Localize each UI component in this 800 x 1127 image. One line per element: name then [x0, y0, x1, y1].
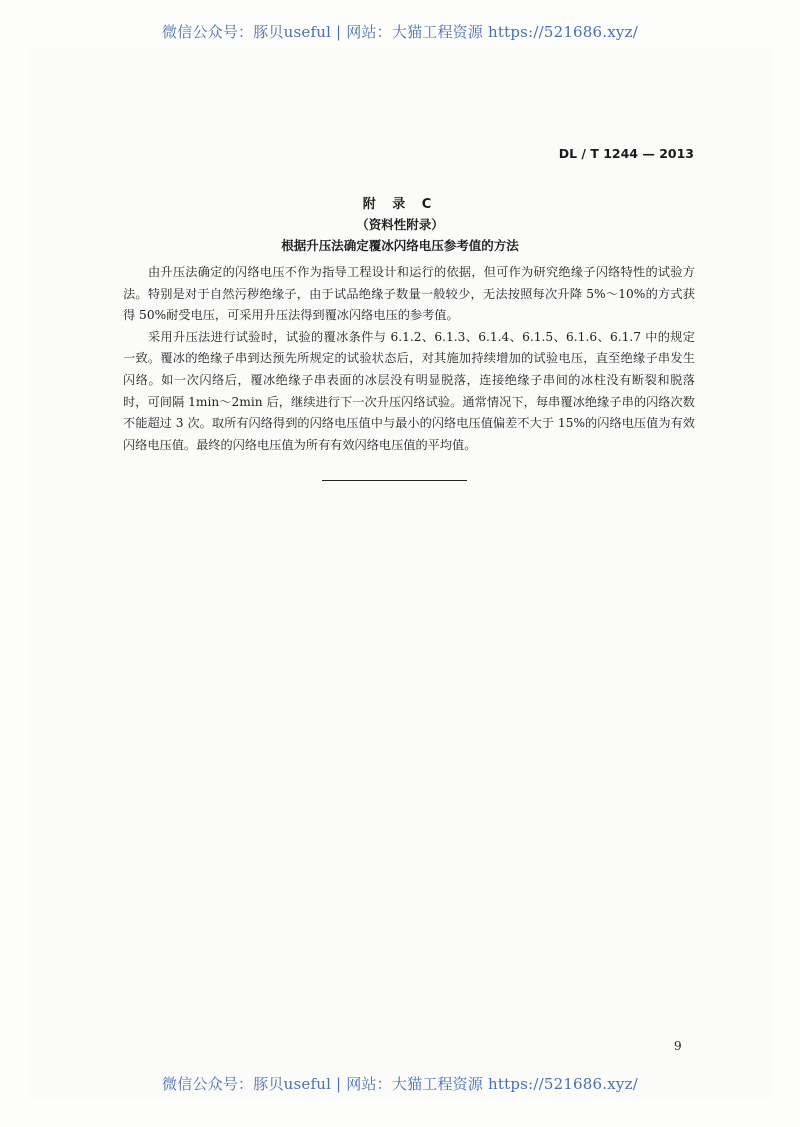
paragraph: 采用升压法进行试验时，试验的覆冰条件与 6.1.2、6.1.3、6.1.4、6.1.5、6.1.6、6.1.7 中的规定一致。覆冰的绝缘子串到达预先所规定的试验状态后，对其施加持续增加的试验电压，直至绝缘子串发生闪络。如一次闪络后，覆冰绝缘子串表面的冰层没有明显脱落，连接绝缘子串间的冰柱没有断裂和脱落时，可间隔 1min～2min 后，继续进行下一次升压闪络试验。通常情况下，每串覆冰绝缘子串的闪络次数不能超过 3 次。取所有闪络得到的闪络电压值中与最小的闪络电压值偏差不大于 15%的闪络电压值为有效闪络电压值。最终的闪络电压值为所有有效闪络电压值的平均值。: [123, 329, 695, 452]
body-text: [123, 262, 695, 456]
appendix-title: 附 录 C: [362, 197, 438, 212]
standard-code: DL / T 1244 — 2013: [558, 146, 694, 161]
page-number: 9: [674, 1039, 682, 1053]
appendix-heading: 根据升压法确定覆冰闪络电压参考值的方法: [281, 238, 519, 253]
watermark-bottom: 微信公众号：豚贝useful | 网站：大猫工程资源 https://521686.xyz/: [162, 1075, 638, 1093]
watermark-top: 微信公众号：豚贝useful | 网站：大猫工程资源 https://521686.xyz/: [162, 23, 638, 41]
appendix-subtitle: （资料性附录）: [356, 217, 444, 232]
paragraph: 由升压法确定的闪络电压不作为指导工程设计和运行的依据，但可作为研究绝缘子闪络特性的试验方法。特别是对于自然污秽绝缘子，由于试品绝缘子数量一般较少，无法按照每次升降 5%～10%的方式获得 50%耐受电压，可采用升压法得到覆冰闪络电压的参考值。: [123, 265, 695, 323]
end-rule: [322, 480, 467, 481]
